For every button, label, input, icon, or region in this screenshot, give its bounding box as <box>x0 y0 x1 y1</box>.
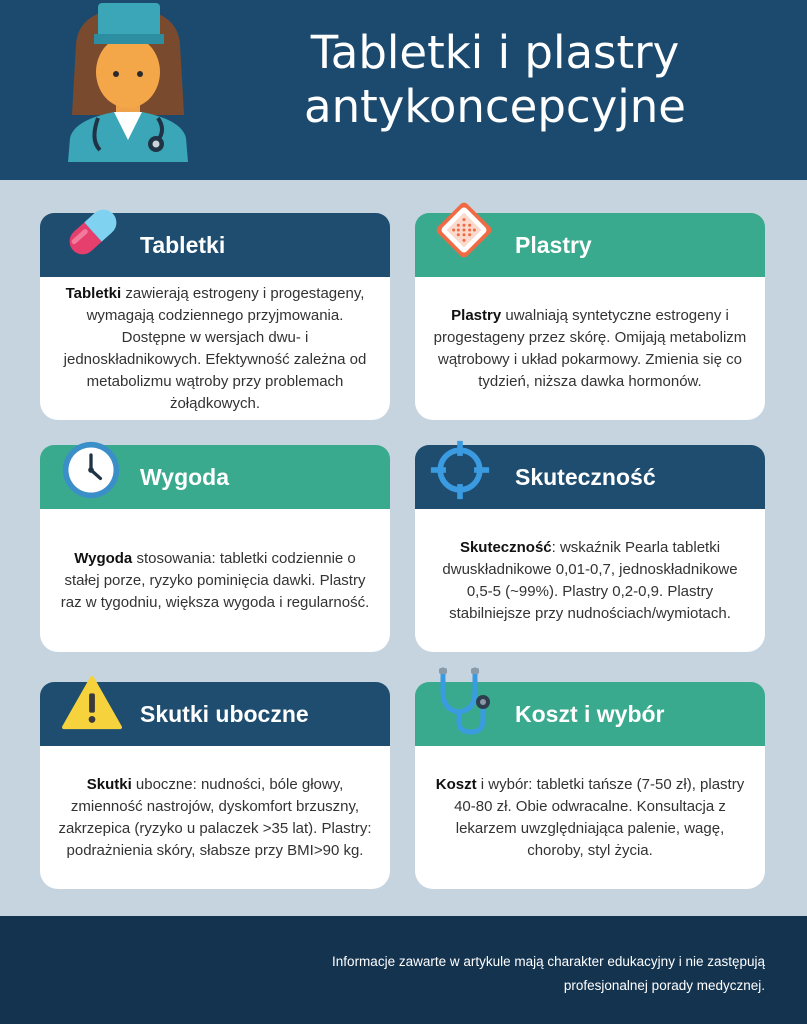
card-text-rest: i wybór: tabletki tańsze (7-50 zł), plastry 40-80 zł. Obie odwracalne. Konsultacja z lekarzem uwzględniająca palenie, wagę, choroby, styl życia. <box>454 775 745 859</box>
card-title: Tabletki <box>140 232 226 258</box>
target-icon <box>429 439 491 501</box>
footer <box>0 916 807 1024</box>
card-text-rest: stosowania: tabletki codziennie o stałej porze, ryzyko pominięcia dawki. Plastry raz w tygodniu, większa wygoda i regularność. <box>60 549 370 611</box>
title-line-1: Tabletki i plastry <box>310 26 680 79</box>
stethoscope-icon <box>427 666 497 736</box>
patch-icon <box>431 197 497 263</box>
nurse-avatar-icon <box>58 0 198 162</box>
disclaimer-line-2: profesjonalnej porady medycznej. <box>563 978 765 993</box>
card-body <box>415 509 765 652</box>
card-title: Koszt i wybór <box>515 701 665 727</box>
card-text <box>433 774 747 862</box>
card-text-bold: Plastry <box>451 306 502 324</box>
card-text-bold: Tabletki <box>65 284 122 302</box>
card-body <box>40 746 390 889</box>
card-text-rest: uboczne: nudności, bóle głowy, zmienność nastrojów, dyskomfort brzuszny, zakrzepica (ryzyko u palaczek >35 lat). Plastry: podrażnienia skóry, słabsze przy BMI>90 kg. <box>58 775 372 859</box>
clock-icon <box>60 439 122 501</box>
card-text-rest: uwalniają syntetyczne estrogeny i progestageny przez skórę. Omijają metabolizm wątrobowy i układ pokarmowy. Zmienia się co tydzień, niższa dawka hormonów. <box>433 306 747 390</box>
card-text-bold: Wygoda <box>74 549 133 567</box>
card-text <box>58 548 372 614</box>
card-title: Wygoda <box>140 464 230 490</box>
card-body <box>415 277 765 420</box>
card-text <box>58 283 372 415</box>
card-text <box>433 305 747 393</box>
card-title: Plastry <box>515 232 592 258</box>
card-text-bold: Skutki <box>86 775 132 793</box>
card-body <box>40 277 390 420</box>
page-title <box>240 26 750 134</box>
title-line-2: antykoncepcyjne <box>304 80 686 133</box>
card-text <box>58 774 372 862</box>
card-text-bold: Skuteczność <box>459 538 552 556</box>
card-body <box>40 509 390 652</box>
card-text-rest: zawierają estrogeny i progestageny, wymagają codziennego przyjmowania. Dostępne w wersjach dwu- i jednoskładnikowych. Efektywność zależna od metabolizmu wątroby przy problemach żołądkowych. <box>63 284 367 412</box>
capsule-icon <box>58 197 128 267</box>
disclaimer-line-1: Informacje zawarte w artykule mają charakter edukacyjny i nie zastępują <box>332 954 765 969</box>
card-body <box>415 746 765 889</box>
card-text <box>433 537 747 625</box>
card-title: Skuteczność <box>515 464 656 490</box>
card-title: Skutki uboczne <box>140 701 309 727</box>
card-text-bold: Koszt <box>435 775 477 793</box>
disclaimer <box>205 950 765 998</box>
card-text-rest: : wskaźnik Pearla tabletki dwuskładnikowe 0,01-0,7, jednoskładnikowe 0,5-5 (~99%). Plastry 0,2-0,9. Plastry stabilniejsze przy nudnościach/wymiotach. <box>442 538 738 622</box>
warning-icon <box>60 674 124 732</box>
header <box>0 0 807 180</box>
